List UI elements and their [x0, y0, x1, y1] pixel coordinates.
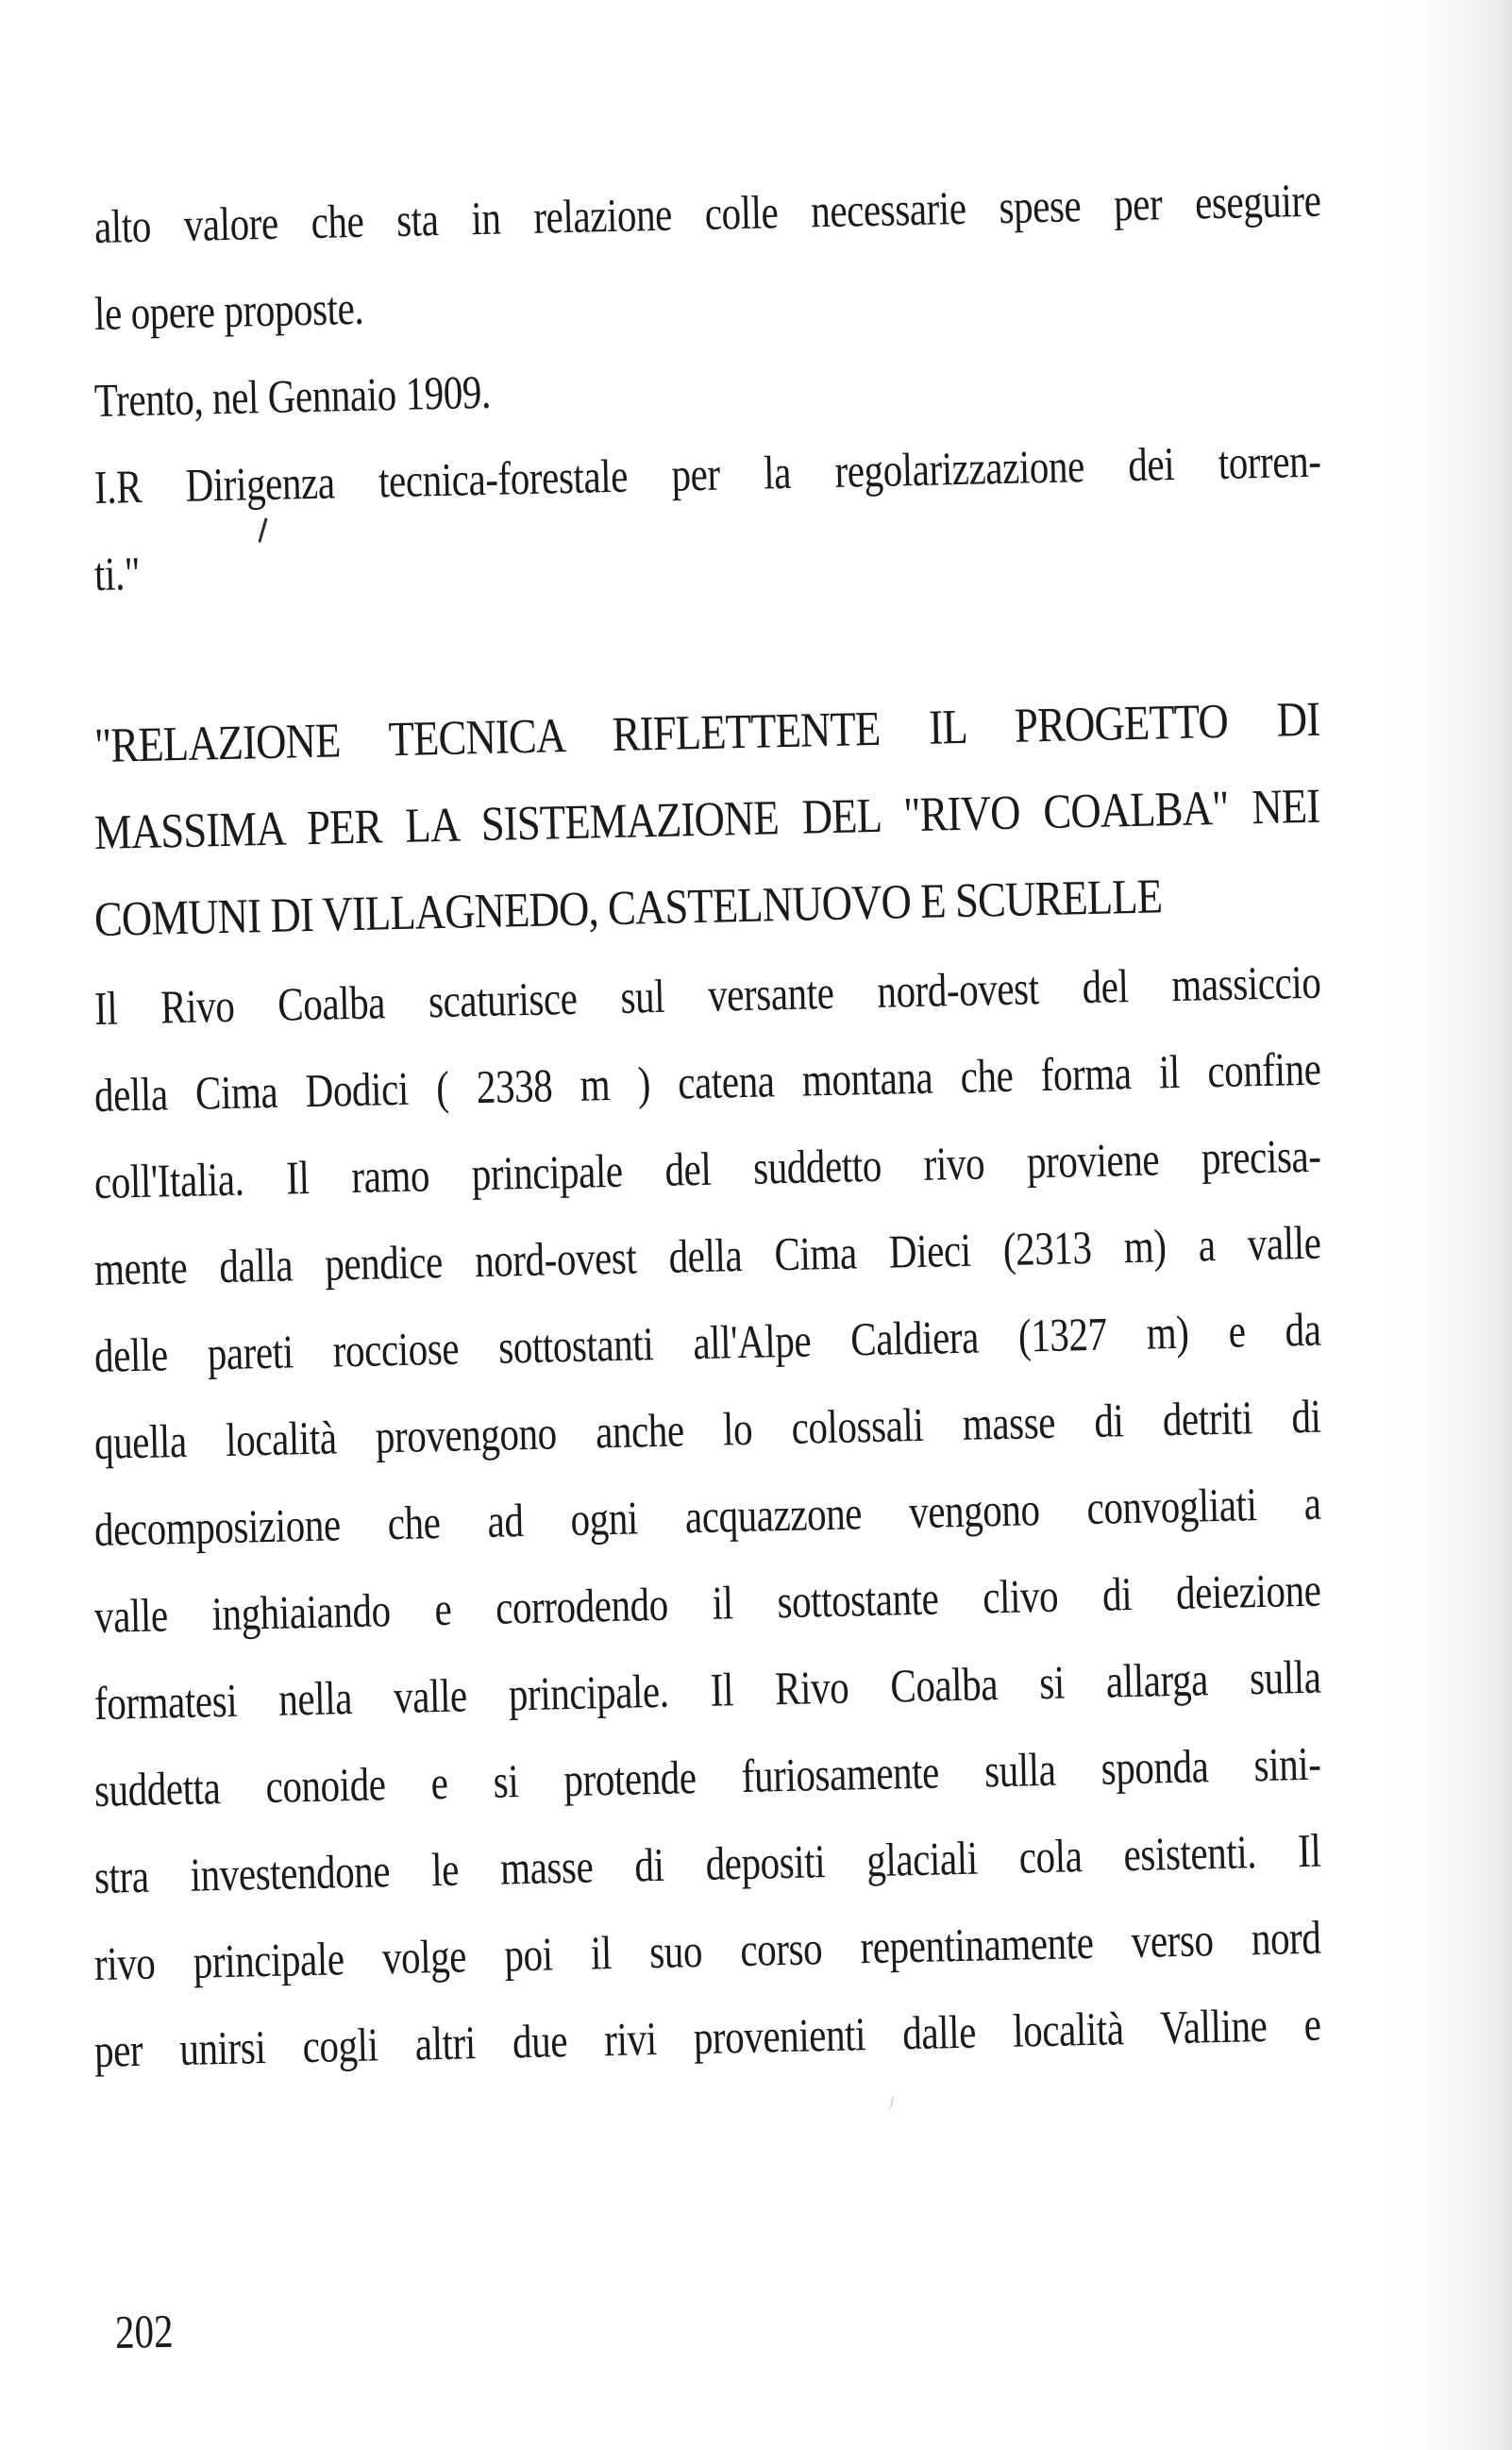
text-line: delle pareti rocciose sottostanti all'Alpe Caldiera (1327 m) e da: [93, 1302, 1322, 1382]
text-line: MASSIMA PER LA SISTEMAZIONE DEL "RIVO COALBA" NEI: [93, 779, 1320, 860]
text-line: suddetta conoide e si protende furiosamente sulla sponda sini-: [93, 1736, 1322, 1816]
text-line: formatesi nella valle principale. Il Rivo Coalba si allarga sulla: [93, 1649, 1322, 1730]
text-line: rivo principale volge poi il suo corso repentinamente verso nord: [93, 1910, 1322, 1990]
text-line: "RELAZIONE TECNICA RIFLETTENTE IL PROGETTO DI: [93, 692, 1320, 773]
text-line: I.R Dirigenza tecnica-forestale per la regolarizzazione dei torren-: [93, 433, 1322, 514]
text-line: Trento, nel Gennaio 1909.: [93, 364, 492, 427]
page-number: 202: [114, 2304, 175, 2358]
stray-pen-mark: [258, 517, 267, 543]
text-line: della Cima Dodici ( 2338 m ) catena montana che forma il confine: [93, 1041, 1322, 1122]
text-line: ti.": [93, 546, 141, 600]
faint-scan-smudge: [882, 2095, 894, 2111]
text-line: le opere proposte.: [93, 280, 364, 340]
scan-edge-shade: [1389, 0, 1512, 2450]
text-line: mente dalla pendice nord-ovest della Cima Dieci (2313 m) a valle: [93, 1215, 1322, 1295]
text-line: per unirsi cogli altri due rivi provenienti dalle località Valline e: [93, 1997, 1322, 2077]
text-line: decomposizione che ad ogni acquazzone vengono convogliati a: [93, 1476, 1322, 1556]
text-line: valle inghiaiando e corrodendo il sottostante clivo di deiezione: [93, 1563, 1322, 1643]
text-line: quella località provengono anche lo colossali masse di detriti di: [93, 1389, 1322, 1469]
text-line: stra investendone le masse di depositi glaciali cola esistenti. Il: [93, 1823, 1322, 1903]
text-line: Il Rivo Coalba scaturisce sul versante nord-ovest del massiccio: [93, 955, 1322, 1035]
text-line: COMUNI DI VILLAGNEDO, CASTELNUOVO E SCURELLE: [93, 870, 1163, 947]
text-line: coll'Italia. Il ramo principale del suddetto rivo proviene precisa-: [93, 1128, 1322, 1208]
text-line: alto valore che sta in relazione colle necessarie spese per eseguire: [93, 173, 1322, 253]
